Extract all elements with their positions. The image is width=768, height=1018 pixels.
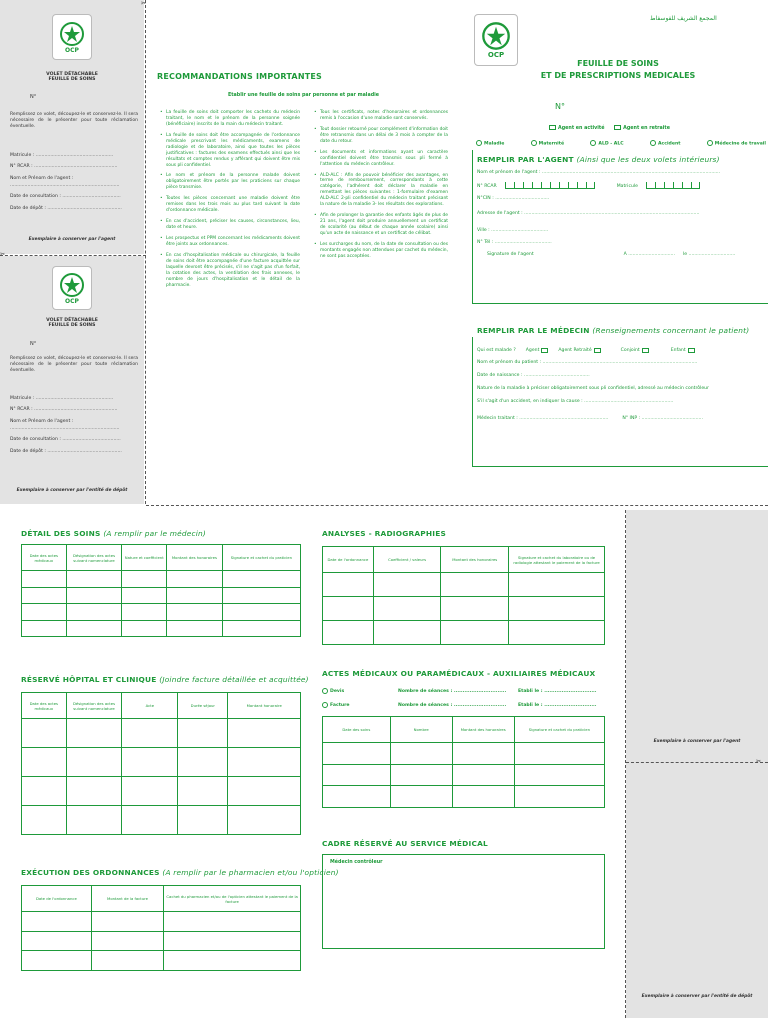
care-type-option[interactable]	[707, 140, 766, 147]
digit-box[interactable]	[664, 182, 673, 189]
opt-conjoint-label: Conjoint	[620, 348, 640, 353]
table-cell[interactable]	[514, 786, 604, 808]
soins-title: DÉTAIL DES SOINS	[21, 529, 101, 538]
table-cell[interactable]	[228, 719, 301, 748]
table-cell[interactable]	[390, 764, 452, 786]
table-row	[22, 806, 301, 835]
care-type-radio[interactable]	[650, 140, 656, 146]
column-header: Date des soins	[323, 717, 391, 743]
care-type-option[interactable]	[590, 140, 623, 147]
table-cell[interactable]	[441, 573, 509, 597]
table-cell[interactable]	[373, 621, 441, 645]
opt-agent-label: Agent	[525, 348, 540, 353]
care-type-label: ALD - ALC	[598, 141, 624, 147]
scissors-icon: ✂	[756, 758, 762, 765]
table-cell[interactable]	[514, 764, 604, 786]
main-no: N°	[555, 102, 565, 111]
column-header: Nombre	[390, 717, 452, 743]
column-header: Coefficient / valeurs	[373, 547, 441, 573]
table-cell[interactable]	[91, 912, 164, 932]
column-header: Date de l'ordonnance	[22, 886, 92, 912]
table-cell[interactable]	[452, 764, 514, 786]
stub-panel-right	[626, 510, 768, 1018]
rec-item: • Tout dossier retourné pour complément d'information doit être retransmis dans un délai de 3 mois à compter de la date du retour.	[314, 127, 448, 145]
column-header: Montant de la facture	[91, 886, 164, 912]
table-cell[interactable]	[373, 597, 441, 621]
table-cell[interactable]	[66, 604, 122, 621]
table-cell[interactable]	[22, 620, 67, 637]
table-cell[interactable]	[452, 786, 514, 808]
table-row	[22, 620, 301, 637]
qui-malade-label: Qui est malade ?	[477, 348, 516, 353]
stub-instructions: Remplissez ce volet, découpez-le et conservez-le. Il sera nécessaire de le présenter pour toute réclamation éventuelle.	[10, 112, 138, 130]
agent-rcar-field[interactable]	[505, 182, 595, 189]
table-cell[interactable]	[323, 786, 391, 808]
rec-item: • Les prospectus et PPM concernant les médicaments doivent être joints aux ordonnances.	[160, 236, 300, 248]
rec-item: • Les surcharges du nom, de la date de consultation ou des montants engagés non attendues par cachet du médecin, ne sont pas acceptées.	[314, 242, 448, 260]
digit-box[interactable]	[586, 182, 595, 189]
stub-keep-agent: Exemplaire à conserver par l'agent	[28, 237, 116, 242]
table-cell[interactable]	[167, 604, 223, 621]
care-type-radio[interactable]	[590, 140, 596, 146]
table-cell[interactable]	[441, 597, 509, 621]
table-cell[interactable]	[178, 806, 228, 835]
agent-cin-field[interactable]: N°CIN : .....................................	[477, 196, 550, 201]
column-header: Durée séjour	[178, 693, 228, 719]
table-cell[interactable]	[373, 573, 441, 597]
digit-box[interactable]	[541, 182, 550, 189]
agent-retraite-checkbox[interactable]	[614, 125, 621, 130]
table-row	[323, 743, 605, 765]
ocp-logo	[474, 14, 518, 66]
rec-list-right	[314, 110, 448, 265]
table-cell[interactable]	[22, 951, 92, 971]
digit-box[interactable]	[514, 182, 523, 189]
table-row	[22, 912, 301, 932]
cut-line-v-top	[145, 0, 146, 504]
main-title-2: ET DE PRESCRIPTIONS MEDICALES	[540, 70, 696, 80]
stub-rcar[interactable]: N° RCAR : .........................................................	[10, 407, 118, 413]
soins-table	[21, 544, 301, 637]
table-cell[interactable]	[178, 777, 228, 806]
devis-seances-field[interactable]: Nombre de séances : ..............................	[398, 689, 507, 694]
digit-box[interactable]	[568, 182, 577, 189]
table-cell[interactable]	[228, 806, 301, 835]
rec-item: • Toutes les pièces concernant une maladie doivent être remises dans les trois mois au plus tard suivant la date d'ordonnance médicale.	[160, 196, 300, 214]
agent-section-note: (Ainsi que les deux volets intérieurs)	[576, 155, 720, 164]
table-cell[interactable]	[66, 777, 122, 806]
stub-nom-line[interactable]: ...........................................................................	[10, 183, 120, 189]
medecin-section-title: REMPLIR PAR LE MÉDECIN	[477, 326, 590, 335]
care-type-radio[interactable]	[476, 140, 482, 146]
column-header: Signature et cachet du laboratoire ou de radiologie attestant le paiement de la facture	[509, 547, 605, 573]
table-cell[interactable]	[514, 743, 604, 765]
table-cell[interactable]	[228, 777, 301, 806]
stub-title-1: VOLET DÉTACHABLE	[46, 318, 98, 323]
table-header-row	[22, 886, 301, 912]
devis-label: Devis	[330, 689, 345, 694]
table-cell[interactable]	[323, 573, 374, 597]
digit-box[interactable]	[646, 182, 655, 189]
digit-box[interactable]	[691, 182, 700, 189]
agent-rcar-label: N° RCAR	[477, 184, 497, 189]
table-cell[interactable]	[164, 912, 301, 932]
ocp-logo-text: OCP	[487, 51, 505, 59]
table-cell[interactable]	[164, 931, 301, 951]
medecin-inp-field[interactable]: N° INP : ..........................................	[622, 416, 703, 421]
care-type-option[interactable]	[531, 140, 564, 147]
table-header-row	[22, 545, 301, 571]
patient-nom-field[interactable]: Nom et prénom du patient : ..........................................................................................................	[477, 360, 698, 365]
cut-line-h-left	[0, 255, 146, 256]
rec-item: • En cas d'hospitalisation médicale ou chirurgicale, la feuille de soins doit être accompagnée d'une facture acquittée sur laquelle devront être précisés, s'il ne s'agit pas d'un forfait, la cotation des actes, la ventilation des frais annexes, le nombre de jours d'hospitalisation et le détail de la pharmacie.	[160, 253, 300, 289]
table-row	[323, 764, 605, 786]
care-type-option[interactable]	[650, 140, 680, 147]
opt-conjoint-checkbox[interactable]	[642, 348, 649, 353]
ocp-logo-text: OCP	[65, 297, 79, 305]
opt-enfant-label: Enfant	[670, 348, 686, 353]
right-keep-agent: Exemplaire à conserver par l'agent	[653, 739, 741, 744]
table-cell[interactable]	[323, 597, 374, 621]
ocp-logo-text: OCP	[65, 46, 79, 54]
opt-retraite-checkbox[interactable]	[594, 348, 601, 353]
table-cell[interactable]	[390, 786, 452, 808]
column-header: Montant des honoraires	[441, 547, 509, 573]
rec-item: • Tous les certificats, notes d'honoraires et ordonnances remis à l'occasion d'une maladie sont conservés.	[314, 110, 448, 122]
table-cell[interactable]	[323, 621, 374, 645]
stub-matricule[interactable]: Matricule : .....................................................	[10, 153, 114, 158]
table-row	[22, 604, 301, 621]
medecin-controleur-label: Médecin contrôleur	[330, 860, 383, 865]
agent-section-title: REMPLIR PAR L'AGENT	[477, 155, 574, 164]
facture-seances-field[interactable]: Nombre de séances : ..............................	[398, 703, 507, 708]
arabic-company-name: المجمع الشريف للفوسفاط	[650, 15, 717, 22]
table-row	[323, 573, 605, 597]
table-cell[interactable]	[66, 620, 122, 637]
column-header: Date de l'ordonnance	[323, 547, 374, 573]
scissors-icon: ✂	[0, 251, 6, 258]
agent-adresse-field[interactable]: Adresse de l'agent : ........................................................................................................................	[477, 211, 700, 216]
stub-date-depot[interactable]: Date de dépôt : ...................................................	[10, 205, 122, 211]
agent-lieu-field[interactable]: A ................................	[623, 252, 675, 257]
table-cell[interactable]	[390, 743, 452, 765]
stub-no: N°	[30, 94, 37, 100]
digit-box[interactable]	[532, 182, 541, 189]
table-cell[interactable]	[228, 748, 301, 777]
ocp-emblem-icon	[481, 21, 511, 51]
table-cell[interactable]	[22, 587, 67, 604]
cut-line-v-bottom	[625, 510, 626, 1018]
cadre-title: CADRE RÉSERVÉ AU SERVICE MÉDICAL	[322, 839, 488, 848]
digit-box[interactable]	[673, 182, 682, 189]
table-cell[interactable]	[323, 743, 391, 765]
table-header-row	[323, 717, 605, 743]
medecin-traitant-field[interactable]: Médecin traitant : .............................................................	[477, 416, 609, 421]
agent-matricule-label: Matricule	[616, 184, 638, 189]
hopital-table	[21, 692, 301, 835]
ocp-logo	[52, 14, 92, 60]
table-row	[323, 597, 605, 621]
table-cell[interactable]	[122, 604, 167, 621]
table-cell[interactable]	[509, 597, 605, 621]
table-cell[interactable]	[122, 806, 178, 835]
table-header-row	[22, 693, 301, 719]
ordonnances-title: EXÉCUTION DES ORDONNANCES	[21, 868, 160, 877]
table-cell[interactable]	[22, 806, 67, 835]
analyses-table	[322, 546, 605, 645]
table-cell[interactable]	[222, 620, 300, 637]
rec-item: • Les documents et informations ayant un caractère confidentiel doivent être transmis sous pli fermé à l'attention du médecin contrôleur.	[314, 150, 448, 168]
opt-retraite-label: Agent Retraité	[558, 348, 592, 353]
care-type-label: Médecine de travail	[714, 141, 766, 147]
column-header: Date des actes médicaux	[22, 693, 67, 719]
actes-table	[322, 716, 605, 808]
table-cell[interactable]	[452, 743, 514, 765]
column-header: Date des actes médicaux	[22, 545, 67, 571]
table-cell[interactable]	[323, 764, 391, 786]
table-cell[interactable]	[66, 587, 122, 604]
stub-date-consult[interactable]: Date de consultation : ........................................	[10, 194, 121, 200]
stub-no: N°	[30, 341, 37, 347]
table-cell[interactable]	[164, 951, 301, 971]
agent-nom-field[interactable]: Nom et prénom de l'agent : ..........................................................................................................................	[477, 170, 721, 175]
table-cell[interactable]	[222, 604, 300, 621]
facture-label: Facture	[330, 703, 350, 708]
table-header-row	[323, 547, 605, 573]
stub-instructions: Remplissez ce volet, découpez-le et conservez-le. Il sera nécessaire de le présenter pour toute réclamation éventuelle.	[10, 356, 138, 374]
table-cell[interactable]	[167, 571, 223, 588]
table-cell[interactable]	[122, 748, 178, 777]
table-cell[interactable]	[441, 621, 509, 645]
table-row	[22, 587, 301, 604]
facture-etabli-field[interactable]: Etabli le : ..............................	[518, 703, 597, 708]
rec-item: • La feuille de soins doit comporter les cachets du médecin traitant, le nom et le prénom de la personne soignée (bénéficiaire) inscrits de la main du médecin traitant.	[160, 110, 300, 128]
stub-title-2: FEUILLE DE SOINS	[48, 77, 96, 82]
stub-title-2: FEUILLE DE SOINS	[48, 323, 96, 328]
devis-etabli-field[interactable]: Etabli le : ..............................	[518, 689, 597, 694]
agent-tel-field[interactable]: N° Tél : .......................................	[477, 240, 552, 245]
stub-nom[interactable]: Nom et Prénom de l'agent :	[10, 175, 74, 181]
rec-item: • Afin de prolonger la garantie des enfants âgés de plus de 21 ans, l'agent doit produire annuellement un certificat de scolarité (au début de chaque année scolaire) ainsi qu'un acte de naissance et un certificat de célibat.	[314, 213, 448, 237]
table-row	[323, 786, 605, 808]
table-cell[interactable]	[122, 587, 167, 604]
stub-nom-line[interactable]: ...........................................................................	[10, 426, 120, 432]
opt-enfant-checkbox[interactable]	[688, 348, 695, 353]
ordonnances-note: (A remplir par le pharmacien et/ou l'opticien)	[162, 868, 339, 877]
opt-agent-checkbox[interactable]	[541, 348, 548, 353]
hopital-title: RÉSERVÉ HÔPITAL ET CLINIQUE	[21, 675, 157, 684]
table-cell[interactable]	[22, 931, 92, 951]
actes-title: ACTES MÉDICAUX OU PARAMÉDICAUX - AUXILIAIRES MÉDICAUX	[322, 669, 596, 678]
devis-radio[interactable]	[322, 688, 328, 694]
table-row	[323, 621, 605, 645]
ocp-logo	[52, 266, 92, 310]
table-cell[interactable]	[22, 748, 67, 777]
medecin-section-note: (Renseignements concernant le patient)	[592, 326, 750, 335]
table-cell[interactable]	[91, 931, 164, 951]
agent-activite-checkbox[interactable]	[549, 125, 556, 130]
rec-item: • Le nom et prénom de la personne malade doivent obligatoirement être portés par les praticiens sur chaque pièce transmise.	[160, 173, 300, 191]
table-cell[interactable]	[66, 748, 122, 777]
rec-title: RECOMMANDATIONS IMPORTANTES	[157, 72, 323, 81]
patient-naissance-field[interactable]: Date de naissance : .............................................	[477, 373, 590, 378]
stub-matricule[interactable]: Matricule : .....................................................	[10, 396, 114, 401]
table-cell[interactable]	[122, 719, 178, 748]
digit-box[interactable]	[577, 182, 586, 189]
table-row	[22, 951, 301, 971]
care-type-options	[476, 140, 766, 147]
table-cell[interactable]	[22, 719, 67, 748]
rec-list-left	[160, 110, 300, 293]
table-cell[interactable]	[122, 777, 178, 806]
table-cell[interactable]	[66, 719, 122, 748]
table-row	[22, 748, 301, 777]
stub-nom[interactable]: Nom et Prénom de l'agent :	[10, 418, 74, 424]
cut-line-h-right	[626, 762, 768, 763]
stub-date-consult[interactable]: Date de consultation : ........................................	[10, 437, 121, 443]
digit-box[interactable]	[550, 182, 559, 189]
care-type-radio[interactable]	[531, 140, 537, 146]
care-type-label: Maladie	[484, 141, 505, 147]
column-header: Désignation des actes suivant nomenclature	[66, 693, 122, 719]
table-row	[22, 571, 301, 588]
digit-box[interactable]	[682, 182, 691, 189]
rec-item: • La feuille de soins doit être accompagnée de l'ordonnance médicale prescrivant les médicaments, examens de radiologie et de laboratoire, ainsi que toutes les pièces justificatives : factures des examens effectués ainsi que les résultats et comptes rendus y afférant qui doivent être mis sous pli confidentiel.	[160, 133, 300, 169]
table-cell[interactable]	[22, 777, 67, 806]
cut-line-h-middle	[146, 505, 768, 506]
column-header: Signature et cachet du praticien	[514, 717, 604, 743]
table-row	[22, 931, 301, 951]
table-cell[interactable]	[22, 604, 67, 621]
table-cell[interactable]	[22, 571, 67, 588]
column-header: Montant des honoraires	[167, 545, 223, 571]
rec-item: • ALD-ALC : Afin de pouvoir bénéficier des avantages, en terme de remboursement, correspondants à cette catégorie, l'adhérent doit déclarer la maladie en remettant les pièces suivantes : 1-formulaire d'examen ALD-ALC 2-pli confidentiel du médecin traitant précisant la nature de la maladie 3- les résultats des explorations.	[314, 173, 448, 209]
main-title-1: FEUILLE DE SOINS	[577, 59, 659, 68]
table-cell[interactable]	[167, 587, 223, 604]
analyses-title: ANALYSES - RADIOGRAPHIES	[322, 529, 447, 538]
table-cell[interactable]	[66, 571, 122, 588]
agent-activite-label: Agent en activité	[558, 126, 605, 131]
column-header: Montant des honoraires	[452, 717, 514, 743]
column-header: Montant honoraire	[228, 693, 301, 719]
stub-date-depot[interactable]: Date de dépôt : ...................................................	[10, 448, 122, 454]
care-type-option[interactable]	[476, 140, 504, 147]
table-cell[interactable]	[509, 621, 605, 645]
agent-date-field[interactable]: le ................................	[682, 252, 736, 257]
care-type-radio[interactable]	[707, 140, 713, 146]
right-keep-entity: Exemplaire à conserver par l'entité de dépôt	[641, 994, 753, 999]
soins-note: (A remplir par le médecin)	[103, 529, 207, 538]
stub-rcar[interactable]: N° RCAR : .........................................................	[10, 164, 118, 170]
care-type-label: Maternité	[538, 141, 565, 147]
table-cell[interactable]	[178, 748, 228, 777]
column-header: Signature et cachet du praticien	[222, 545, 300, 571]
table-row	[22, 777, 301, 806]
digit-box[interactable]	[523, 182, 532, 189]
agent-signature-field[interactable]: Signature de l'agent	[487, 252, 534, 257]
stub-title-1: VOLET DÉTACHABLE	[46, 72, 98, 77]
ocp-emblem-icon	[59, 21, 85, 47]
column-header: Acte	[122, 693, 178, 719]
stub-keep-entity: Exemplaire à conserver par l'entité de dépôt	[16, 488, 128, 493]
column-header: Désignation des actes suivant nomenclature	[66, 545, 122, 571]
facture-radio[interactable]	[322, 702, 328, 708]
table-cell[interactable]	[122, 571, 167, 588]
ordonnances-table	[21, 885, 301, 971]
nature-maladie-field[interactable]: Nature de la maladie à préciser obligatoirement sous pli confidentiel, adressé au médecin contrôleur	[477, 386, 709, 391]
hopital-note: (Joindre facture détaillée et acquittée)	[159, 675, 309, 684]
accident-cause-field[interactable]: S'il s'agit d'un accident, en indiquer la cause : .............................................................	[477, 399, 674, 404]
agent-ville-field[interactable]: Ville : .......................................	[477, 228, 549, 233]
table-cell[interactable]	[509, 573, 605, 597]
ocp-emblem-icon	[59, 272, 85, 298]
digit-box[interactable]	[655, 182, 664, 189]
agent-retraite-label: Agent en retraite	[623, 126, 670, 131]
table-cell[interactable]	[66, 806, 122, 835]
table-cell[interactable]	[91, 951, 164, 971]
digit-box[interactable]	[559, 182, 568, 189]
digit-box[interactable]	[505, 182, 514, 189]
cadre-box	[322, 854, 605, 949]
care-type-label: Accident	[657, 141, 681, 147]
rec-subtitle: Etablir une feuille de soins par personne et par maladie	[227, 93, 380, 98]
table-row	[22, 719, 301, 748]
table-cell[interactable]	[122, 620, 167, 637]
rec-item: • En cas d'accident, préciser les causes, circonstances, lieu, date et heure.	[160, 219, 300, 231]
agent-matricule-field[interactable]	[646, 182, 700, 189]
table-cell[interactable]	[178, 719, 228, 748]
column-header: Cachet du pharmacien et/ou de l'opticien attestant le paiement de la facture	[164, 886, 301, 912]
table-cell[interactable]	[22, 912, 92, 932]
table-cell[interactable]	[222, 587, 300, 604]
table-cell[interactable]	[222, 571, 300, 588]
column-header: Nature et coefficient	[122, 545, 167, 571]
table-cell[interactable]	[167, 620, 223, 637]
scissors-icon: ✂	[141, 0, 147, 7]
